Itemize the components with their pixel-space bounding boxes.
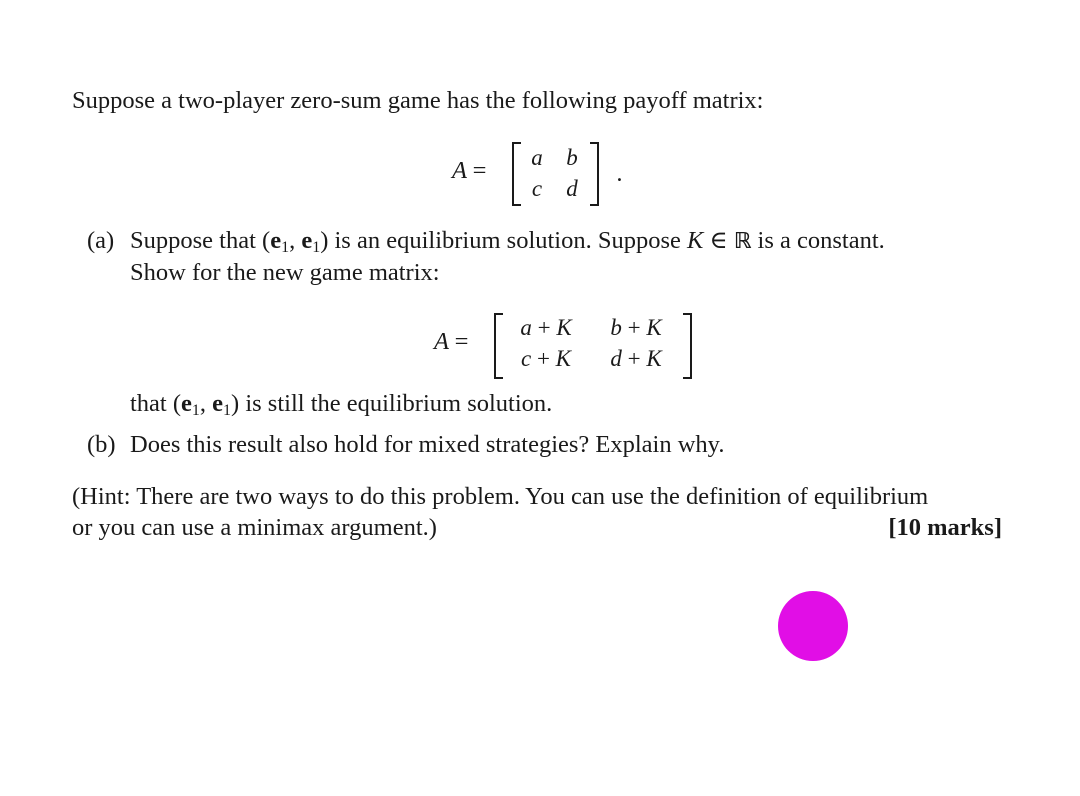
matrix-2-cell: b + K <box>610 315 662 340</box>
matrix-1-period: . <box>617 160 624 187</box>
intro-text: Suppose a two-player zero-sum game has the following payoff matrix: <box>72 87 764 114</box>
matrix-1-right-bracket <box>590 142 599 206</box>
part-a-label: (a) <box>87 227 115 254</box>
hint-line-1: (Hint: There are two ways to do this problem. You can use the definition of equilibrium <box>72 483 929 510</box>
part-a-line-1: Suppose that ($e_1$, $e_1$) is an equilibrium solution. Suppose K ∈ ℝ is a constant. <box>130 227 885 256</box>
part-a-conclusion: that ($e_1$, $e_1$) is still the equilibrium solution. <box>130 390 553 419</box>
pair-e1-e1: ($e_1$, $e_1$) <box>172 390 240 419</box>
matrix-1-cell: c <box>531 176 543 201</box>
matrix-2-cell: a + K <box>520 315 572 340</box>
matrix-1-cell: d <box>566 176 578 201</box>
matrix-1-cell: a <box>531 145 543 170</box>
matrix-1-left-bracket <box>512 142 521 206</box>
matrix-1-cell: b <box>566 145 578 170</box>
hint-line-2: or you can use a minimax argument.) <box>72 514 437 541</box>
matrix-2-cell: c + K <box>520 346 572 371</box>
matrix-2-left-bracket <box>494 313 503 379</box>
matrix-2-label: A = <box>434 328 469 355</box>
magenta-dot-marker <box>778 591 848 661</box>
pair-e1-e1: ($e_1$, $e_1$) <box>262 227 329 256</box>
matrix-2-cell: d + K <box>610 346 662 371</box>
part-b-text: Does this result also hold for mixed strategies? Explain why. <box>130 431 725 458</box>
part-b-label: (b) <box>87 431 116 458</box>
matrix-1-label: A = <box>452 157 487 184</box>
part-a-line-2: Show for the new game matrix: <box>130 259 440 286</box>
marks-label: [10 marks] <box>888 514 1002 541</box>
matrix-2-right-bracket <box>683 313 692 379</box>
